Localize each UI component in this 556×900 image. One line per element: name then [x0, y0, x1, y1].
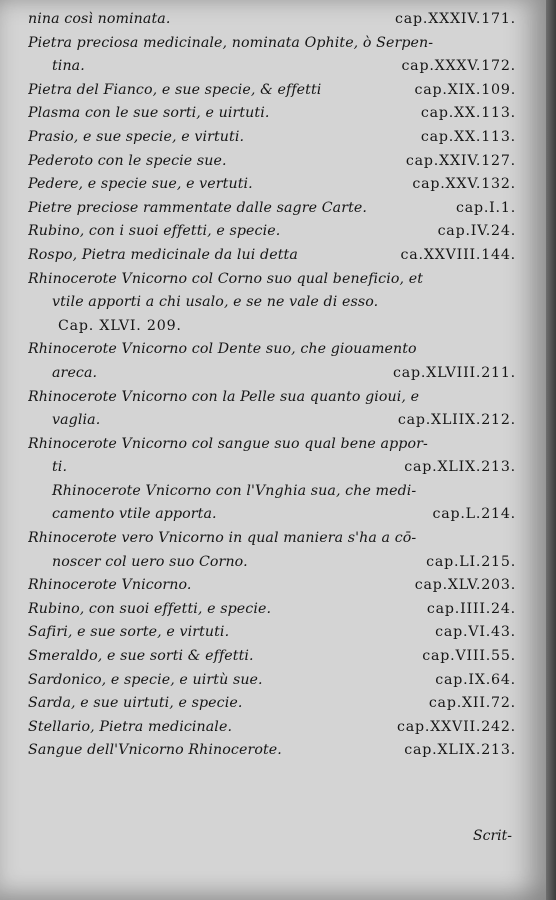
chapter-reference: cap.XLIIX.212.: [397, 412, 516, 429]
chapter-reference: cap.XXXV.172.: [401, 58, 516, 75]
chapter-reference: cap.XX.113.: [420, 105, 516, 122]
catchword: Scrit-: [473, 828, 512, 844]
index-entry: [28, 126, 516, 150]
chapter-reference: ca.XXVIII.144.: [400, 246, 516, 263]
entry-continuation: tina.: [52, 58, 85, 75]
entry-line: Stellario, Pietra medicinale.: [28, 718, 233, 735]
index-entry: [28, 692, 516, 716]
entry-line: Rospo, Pietra medicinale da lui detta: [28, 246, 298, 263]
ref-line: [28, 315, 516, 339]
entry-line: Smeraldo, e sue sorti & effetti.: [28, 648, 254, 665]
entry-line: Pedere, e specie sue, e vertuti.: [28, 176, 253, 193]
entry-line: Rhinocerote Vnicorno col Dente suo, che giouamento: [28, 341, 417, 358]
entry-line: Rubino, con suoi effetti, e specie.: [28, 600, 272, 617]
chapter-reference: cap.LI.215.: [426, 553, 516, 570]
chapter-reference: cap.IX.64.: [435, 671, 516, 688]
index-entry: [28, 574, 516, 598]
chapter-reference: cap.XLIX.213.: [404, 459, 516, 476]
entry-line: Sardonico, e specie, e uirtù sue.: [28, 671, 263, 688]
chapter-reference: cap.XLV.203.: [414, 577, 516, 594]
entry-line: Pietra preciosa medicinale, nominata Ophite, ò Serpen-: [28, 34, 434, 51]
entry-line: Prasio, e sue specie, e virtuti.: [28, 128, 245, 145]
index-list: [28, 8, 516, 763]
index-entry: [28, 220, 516, 244]
entry-continuation: noscer col uero suo Corno.: [52, 553, 248, 570]
index-entry: [28, 150, 516, 174]
index-entry: [28, 527, 516, 574]
entry-line: Sarda, e sue uirtuti, e specie.: [28, 695, 243, 712]
entry-continuation: areca.: [52, 364, 98, 381]
index-entry: [28, 268, 516, 339]
index-entry: [28, 480, 516, 527]
chapter-reference: cap.XII.72.: [428, 695, 516, 712]
index-entry: [28, 338, 516, 385]
entry-line: Plasma con le sue sorti, e uirtuti.: [28, 105, 270, 122]
entry-line: Safiri, e sue sorte, e virtuti.: [28, 624, 230, 641]
entry-line: Rhinocerote vero Vnicorno in qual maniera s'ha a cō-: [28, 530, 417, 547]
entry-line: Rhinocerote Vnicorno col Corno suo qual beneficio, et: [28, 270, 424, 287]
entry-line: Rhinocerote Vnicorno con l'Vnghia sua, che medi-: [52, 482, 417, 499]
chapter-reference: cap.IIII.24.: [426, 600, 516, 617]
chapter-reference: cap.XXIV.127.: [405, 152, 516, 169]
entry-line: Rubino, con i suoi effetti, e specie.: [28, 223, 281, 240]
index-entry: [28, 716, 516, 740]
chapter-reference: cap.L.214.: [432, 506, 516, 523]
entry-line: Rhinocerote Vnicorno col sangue suo qual bene appor-: [28, 435, 428, 452]
index-entry: [28, 433, 516, 480]
index-entry: [28, 621, 516, 645]
entry-line: nina così nominata.: [28, 11, 171, 27]
entry-continuation: vaglia.: [52, 412, 101, 429]
chapter-reference: cap.XLIX.213.: [404, 742, 516, 759]
entry-line: Sangue dell'Vnicorno Rhinocerote.: [28, 742, 282, 759]
entry-line: Rhinocerote Vnicorno.: [28, 577, 192, 594]
page-edge-shadow: [546, 0, 556, 900]
entry-continuation: vtile apporti a chi usalo, e se ne vale di esso.: [52, 294, 379, 311]
entry-continuation: ti.: [52, 459, 68, 476]
entry-line: Rhinocerote Vnicorno con la Pelle sua quanto gioui, e: [28, 388, 420, 405]
chapter-reference: Cap. XLVI. 209.: [58, 317, 182, 334]
entry-line: Pietre preciose rammentate dalle sagre Carte.: [28, 199, 368, 216]
chapter-reference: cap.XXV.132.: [412, 176, 516, 193]
chapter-reference: cap.XXXIV.171.: [395, 11, 516, 27]
index-entry: [28, 244, 516, 268]
index-entry: [28, 32, 516, 79]
entry-line: Pietra del Fianco, e sue specie, & effetti: [28, 81, 322, 98]
index-entry: [28, 645, 516, 669]
index-entry: [28, 669, 516, 693]
index-entry: [28, 739, 516, 763]
index-entry: [28, 173, 516, 197]
chapter-reference: cap.XIX.109.: [414, 81, 516, 98]
chapter-reference: cap.XLVIII.211.: [393, 364, 516, 381]
index-entry: [28, 598, 516, 622]
index-entry: [28, 102, 516, 126]
index-entry: [28, 79, 516, 103]
entry-line: Pederoto con le specie sue.: [28, 152, 227, 169]
chapter-reference: cap.IV.24.: [437, 223, 516, 240]
chapter-reference: cap.VI.43.: [435, 624, 516, 641]
entry-continuation: camento vtile apporta.: [52, 506, 217, 523]
chapter-reference: cap.VIII.55.: [422, 648, 516, 665]
index-entry: [28, 386, 516, 433]
chapter-reference: cap.I.1.: [455, 199, 516, 216]
chapter-reference: cap.XX.113.: [420, 128, 516, 145]
index-entry: [28, 8, 516, 32]
index-entry: [28, 197, 516, 221]
chapter-reference: cap.XXVII.242.: [397, 718, 516, 735]
